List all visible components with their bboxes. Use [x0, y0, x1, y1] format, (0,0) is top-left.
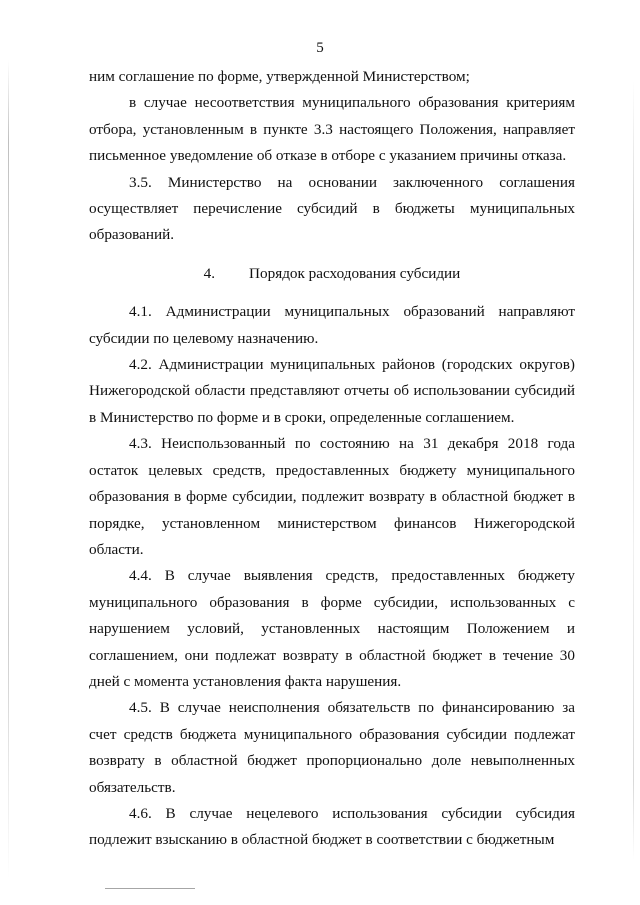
paragraph-3-5: 3.5. Министерство на основании заключенного соглашения осуществляет перечисление субсидий в бюджеты муниципальных образований. — [89, 173, 575, 244]
scan-edge-artifact-left — [8, 60, 9, 880]
section-4-heading — [89, 261, 575, 287]
section-4-title: Порядок расходования субсидии — [249, 264, 461, 282]
paragraph-continuation: ним соглашение по форме, утвержденной Министерством; — [89, 68, 470, 85]
paragraph-4-3: 4.3. Неиспользованный по состоянию на 31 декабря 2018 года остаток целевых средств, предоставленных бюджету муниципального образования в форме субсидии, подлежит возврату в областной бюджет в порядке, установленном министерством финансов Нижегородской области. — [89, 435, 575, 558]
page-number: 5 — [316, 40, 324, 56]
paragraph-4-2: 4.2. Администрации муниципальных районов (городских округов) Нижегородской области представляют отчеты об использовании субсидий в Министерство по форме и в сроки, определенные соглашением. — [89, 356, 575, 426]
paragraph-4-1: 4.1. Администрации муниципальных образований направляют субсидии по целевому назначению. — [89, 303, 575, 347]
section-4-number: 4. — [203, 264, 216, 282]
document-body — [89, 64, 575, 854]
paragraph-4-4: 4.4. В случае выявления средств, предоставленных бюджету муниципального образования в форме субсидии, использованных с нарушением условий, установленных настоящим Положением и соглашением, они подлежат возврату в областной бюджет в течение 30 дней с момента установления факта нарушения. — [89, 567, 575, 690]
scan-edge-artifact-right — [633, 80, 634, 860]
paragraph-4-6: 4.6. В случае нецелевого использования субсидии субсидия подлежит взысканию в областной бюджет в соответствии с бюджетным — [89, 804, 575, 849]
paragraph-refusal-notice: в случае несоответствия муниципального образования критериям отбора, установленным в пункте 3.3 настоящего Положения, направляет письменное уведомление об отказе в отборе с указанием причины отказа. — [89, 94, 575, 165]
paragraph-4-5: 4.5. В случае неисполнения обязательств по финансированию за счет средств бюджета муниципального образования субсидии подлежат возврату в областной бюджет пропорционально доле невыполненных обязательств. — [89, 699, 575, 796]
scan-mark-bottom — [105, 888, 195, 889]
